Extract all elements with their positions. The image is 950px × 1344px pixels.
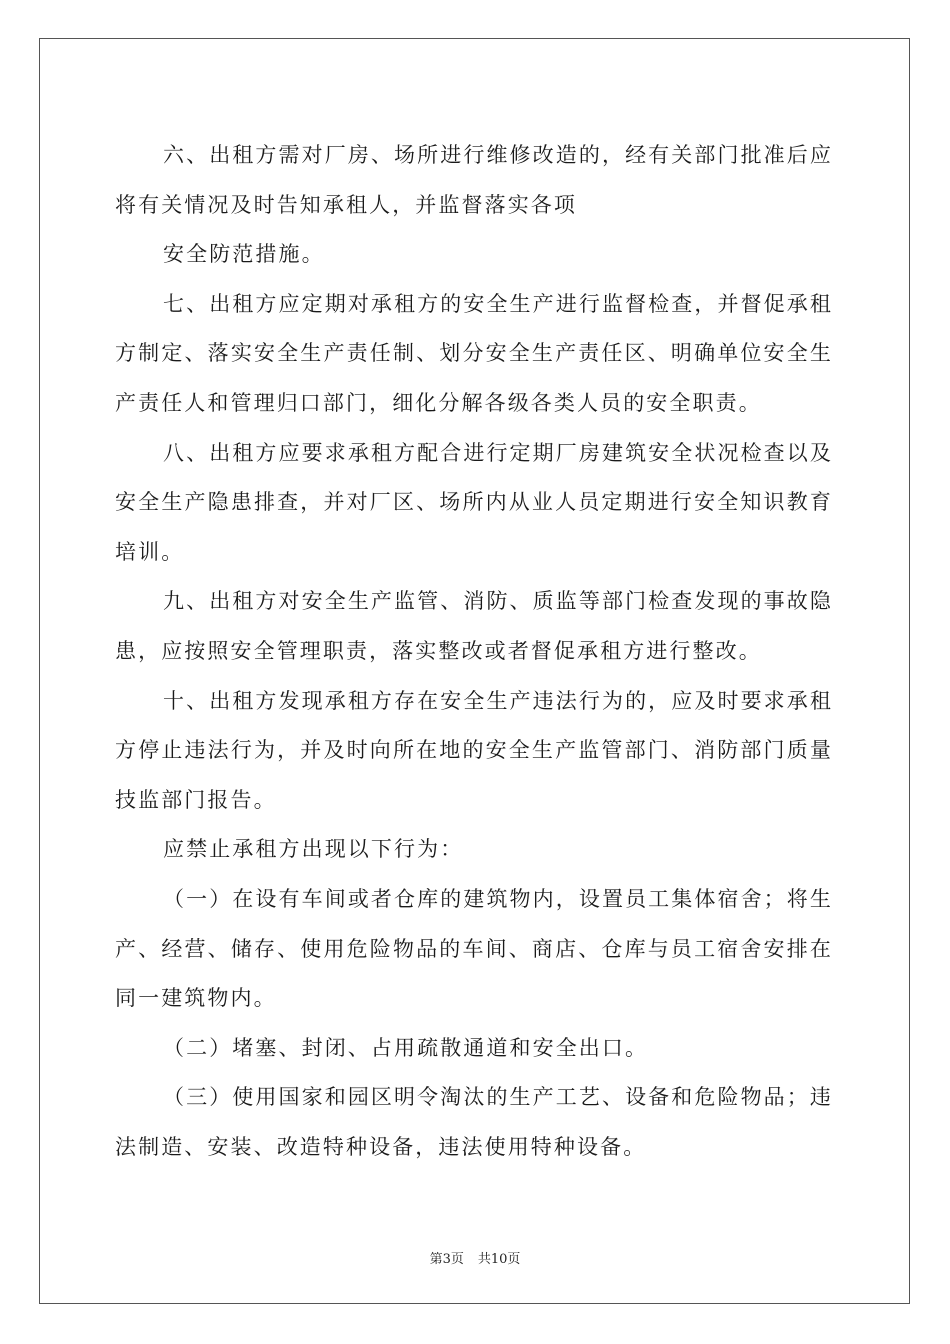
prohibited-item-3: （三）使用国家和园区明令淘汰的生产工艺、设备和危险物品；违法制造、安装、改造特种设备，违法使用特种设备。 (115, 1085, 833, 1159)
paragraph-6: 六、出租方需对厂房、场所进行维修改造的，经有关部门批准后应将有关情况及时告知承租人，并监督落实各项 (115, 143, 833, 217)
prohibited-item-1: （一）在设有车间或者仓库的建筑物内，设置员工集体宿舍；将生产、经营、储存、使用危险物品的车间、商店、仓库与员工宿舍安排在同一建筑物内。 (115, 886, 833, 1011)
prohibited-item-2: （二）堵塞、封闭、占用疏散通道和安全出口。 (163, 1035, 649, 1060)
paragraph-6-continued: 安全防范措施。 (163, 242, 325, 267)
page-total: 共10页 (477, 1252, 521, 1267)
page-footer (0, 1248, 950, 1267)
document-body (115, 131, 833, 1172)
page-number: 第3页 (429, 1252, 464, 1267)
prohibited-intro: 应禁止承租方出现以下行为： (163, 837, 464, 862)
paragraph-8: 八、出租方应要求承租方配合进行定期厂房建筑安全状况检查以及安全生产隐患排查，并对厂区、场所内从业人员定期进行安全知识教育培训。 (115, 440, 833, 564)
paragraph-10: 十、出租方发现承租方存在安全生产违法行为的，应及时要求承租方停止违法行为，并及时向所在地的安全生产监管部门、消防部门质量技监部门报告。 (115, 688, 833, 812)
paragraph-9: 九、出租方对安全生产监管、消防、质监等部门检查发现的事故隐患，应按照安全管理职责，落实整改或者督促承租方进行整改。 (115, 589, 833, 663)
paragraph-7: 七、出租方应定期对承租方的安全生产进行监督检查，并督促承租方制定、落实安全生产责任制、划分安全生产责任区、明确单位安全生产责任人和管理归口部门，细化分解各级各类人员的安全职责。 (115, 291, 833, 415)
